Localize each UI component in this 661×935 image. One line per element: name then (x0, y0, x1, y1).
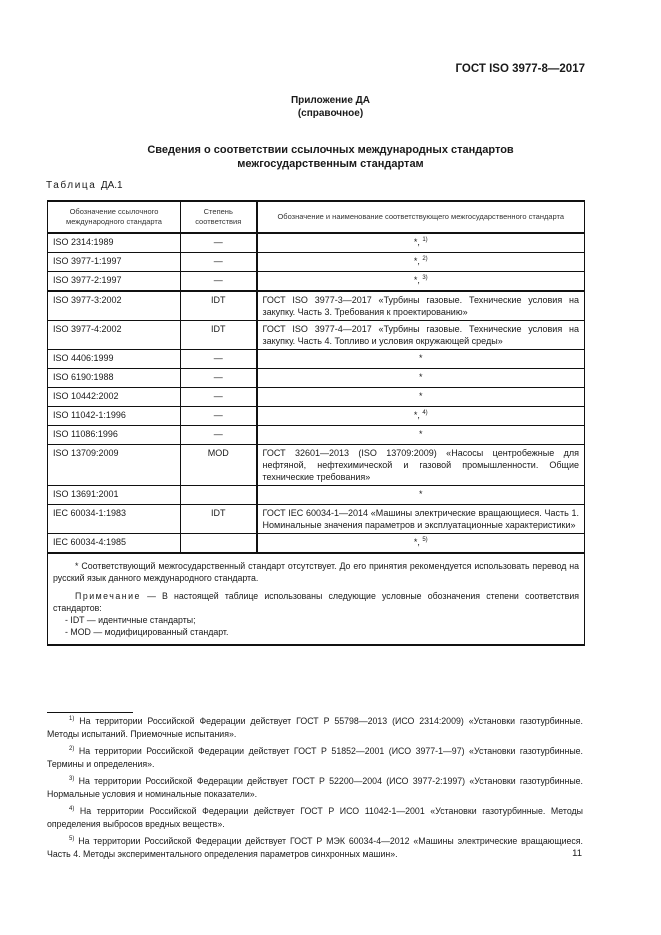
interstate-standard-cell (257, 486, 585, 505)
table-row (48, 350, 585, 369)
no-standard-asterisk: * (413, 275, 418, 285)
degree-cell: IDT (181, 505, 257, 534)
table-row (48, 369, 585, 388)
column-header-interstate-standard: Обозначение и наименование соответствующего межгосударственного стандарта (257, 201, 585, 233)
separator: , (417, 537, 423, 547)
column-header-international-standard: Обозначение ссылочного международного стандарта (48, 201, 181, 233)
no-standard-asterisk: * (413, 256, 418, 266)
international-standard-cell: ISO 3977-2:1997 (48, 272, 181, 292)
table-row (48, 388, 585, 407)
international-standard-cell: ISO 10442:2002 (48, 388, 181, 407)
table-notes-row (48, 553, 585, 645)
table-label (46, 180, 123, 191)
no-standard-asterisk: * (413, 537, 418, 547)
note-item-mod: - MOD — модифицированный стандарт. (65, 627, 229, 637)
interstate-standard-cell: ГОСТ 32601—2013 (ISO 13709:2009) «Насосы центробежные для нефтяной, нефтехимической и газовой промышленности. Общие технические требования» (257, 445, 585, 486)
interstate-standard-cell: ГОСТ ISO 3977-3—2017 «Турбины газовые. Технические условия на закупку. Часть 3. Требования к проектированию» (257, 291, 585, 321)
appendix-title: Приложение ДА (290, 95, 371, 106)
degree-cell: — (181, 253, 257, 272)
table-row (48, 534, 585, 554)
no-standard-asterisk: * (413, 237, 418, 247)
footnote-ref[interactable]: 5) (422, 537, 428, 543)
degree-cell: — (181, 233, 257, 253)
standards-correspondence-table (47, 200, 585, 646)
international-standard-cell: IEC 60034-1:1983 (48, 505, 181, 534)
footnote (47, 715, 583, 740)
footnote-mark: 4) (69, 806, 75, 812)
interstate-standard-cell (257, 426, 585, 445)
separator: , (417, 256, 423, 266)
footnote-text: На территории Российской Федерации действует ГОСТ Р МЭК 60034-4—2012 «Машины электрические вращающиеся. Часть 4. Методы экспериментального определения параметров синхронных машин». (47, 836, 583, 859)
footnote-ref[interactable]: 1) (422, 237, 428, 243)
note-paragraph (53, 590, 579, 614)
table-row (48, 253, 585, 272)
international-standard-cell: ISO 3977-3:2002 (48, 291, 181, 321)
international-standard-cell: ISO 13709:2009 (48, 445, 181, 486)
separator: , (417, 237, 423, 247)
footnote-ref[interactable]: 3) (422, 275, 428, 281)
table-row (48, 407, 585, 426)
table-row (48, 233, 585, 253)
footnote-text: На территории Российской Федерации действует ГОСТ Р ИСО 11042-1—2001 «Установки газотурбинные. Методы определения выбросов вредных веществ». (47, 806, 583, 829)
degree-cell: — (181, 272, 257, 292)
degree-cell (181, 534, 257, 554)
international-standard-cell: ISO 3977-1:1997 (48, 253, 181, 272)
table-row (48, 272, 585, 292)
table-row (48, 445, 585, 486)
footnote-text: На территории Российской Федерации действует ГОСТ Р 51852—2001 (ИСО 3977-1—97) «Установки газотурбинные. Термины и определения». (47, 746, 583, 769)
table-row (48, 291, 585, 321)
footnote (47, 805, 583, 830)
interstate-standard-cell (257, 369, 585, 388)
table-row (48, 505, 585, 534)
footnote-mark: 1) (69, 716, 75, 722)
degree-cell: MOD (181, 445, 257, 486)
no-standard-asterisk: * (418, 372, 423, 382)
footnote-text: На территории Российской Федерации действует ГОСТ Р 52200—2004 (ИСО 3977-2:1997) «Установки газотурбинные. Нормальные условия и номинальные показатели». (47, 776, 583, 799)
footnote (47, 745, 583, 770)
degree-cell: IDT (181, 321, 257, 350)
interstate-standard-cell (257, 534, 585, 554)
interstate-standard-cell (257, 350, 585, 369)
degree-cell: — (181, 426, 257, 445)
appendix-subtitle: (справочное) (297, 108, 364, 119)
note-item-idt: - IDT — идентичные стандарты; (65, 615, 196, 625)
separator: , (417, 410, 423, 420)
degree-cell (181, 486, 257, 505)
international-standard-cell: ISO 6190:1988 (48, 369, 181, 388)
international-standard-cell: ISO 13691:2001 (48, 486, 181, 505)
international-standard-cell: ISO 11086:1996 (48, 426, 181, 445)
table-label-prefix: Таблица (46, 180, 97, 191)
footnotes (47, 715, 583, 865)
degree-cell: — (181, 350, 257, 369)
table-label-number: ДА.1 (100, 180, 123, 191)
footnote-mark: 3) (69, 776, 75, 782)
international-standard-cell: ISO 3977-4:2002 (48, 321, 181, 350)
table-row (48, 321, 585, 350)
appendix-heading (0, 94, 661, 120)
interstate-standard-cell (257, 388, 585, 407)
interstate-standard-cell (257, 233, 585, 253)
footnote (47, 775, 583, 800)
degree-cell: IDT (181, 291, 257, 321)
note-heading: Примечание (75, 591, 141, 601)
page-number: 11 (572, 848, 582, 859)
section-title-line-2: межгосударственным стандартам (237, 158, 424, 170)
footnote-ref[interactable]: 2) (422, 256, 428, 262)
degree-cell: — (181, 388, 257, 407)
section-title-line-1: Сведения о соответствии ссылочных международных стандартов (147, 144, 514, 156)
interstate-standard-cell (257, 253, 585, 272)
document-code: ГОСТ ISO 3977-8—2017 (455, 63, 585, 75)
section-title (0, 143, 661, 171)
footnote (47, 835, 583, 860)
degree-cell: — (181, 369, 257, 388)
international-standard-cell: ISO 11042-1:1996 (48, 407, 181, 426)
international-standard-cell: ISO 4406:1999 (48, 350, 181, 369)
note-text: — В настоящей таблице использованы следующие условные обозначения степени соответствия стандартов: (53, 591, 579, 613)
no-standard-asterisk: * (418, 489, 423, 499)
no-standard-asterisk: * (413, 410, 418, 420)
international-standard-cell: IEC 60034-4:1985 (48, 534, 181, 554)
asterisk-note: * Соответствующий межгосударственный стандарт отсутствует. До его принятия рекомендуется использовать перевод на русский язык данного международного стандарта. (53, 561, 579, 583)
international-standard-cell: ISO 2314:1989 (48, 233, 181, 253)
interstate-standard-cell (257, 407, 585, 426)
footnote-ref[interactable]: 4) (422, 410, 428, 416)
table-row (48, 486, 585, 505)
footnote-separator (47, 712, 133, 713)
no-standard-asterisk: * (418, 353, 423, 363)
table-row (48, 426, 585, 445)
column-header-degree: Степень соответствия (181, 201, 257, 233)
degree-cell: — (181, 407, 257, 426)
separator: , (417, 275, 423, 285)
table-notes (48, 553, 585, 645)
interstate-standard-cell: ГОСТ IEC 60034-1—2014 «Машины электрические вращающиеся. Часть 1. Номинальные значения параметров и эксплуатационные характеристики» (257, 505, 585, 534)
interstate-standard-cell: ГОСТ ISO 3977-4—2017 «Турбины газовые. Технические условия на закупку. Часть 4. Топливо и условия окружающей среды» (257, 321, 585, 350)
interstate-standard-cell (257, 272, 585, 292)
no-standard-asterisk: * (418, 429, 423, 439)
table-header-row (48, 201, 585, 233)
footnote-mark: 5) (69, 836, 75, 842)
footnote-text: На территории Российской Федерации действует ГОСТ Р 55798—2013 (ИСО 2314:2009) «Установки газотурбинные. Методы испытаний. Приемочные испытания». (47, 716, 583, 739)
footnote-mark: 2) (69, 746, 75, 752)
no-standard-asterisk: * (418, 391, 423, 401)
